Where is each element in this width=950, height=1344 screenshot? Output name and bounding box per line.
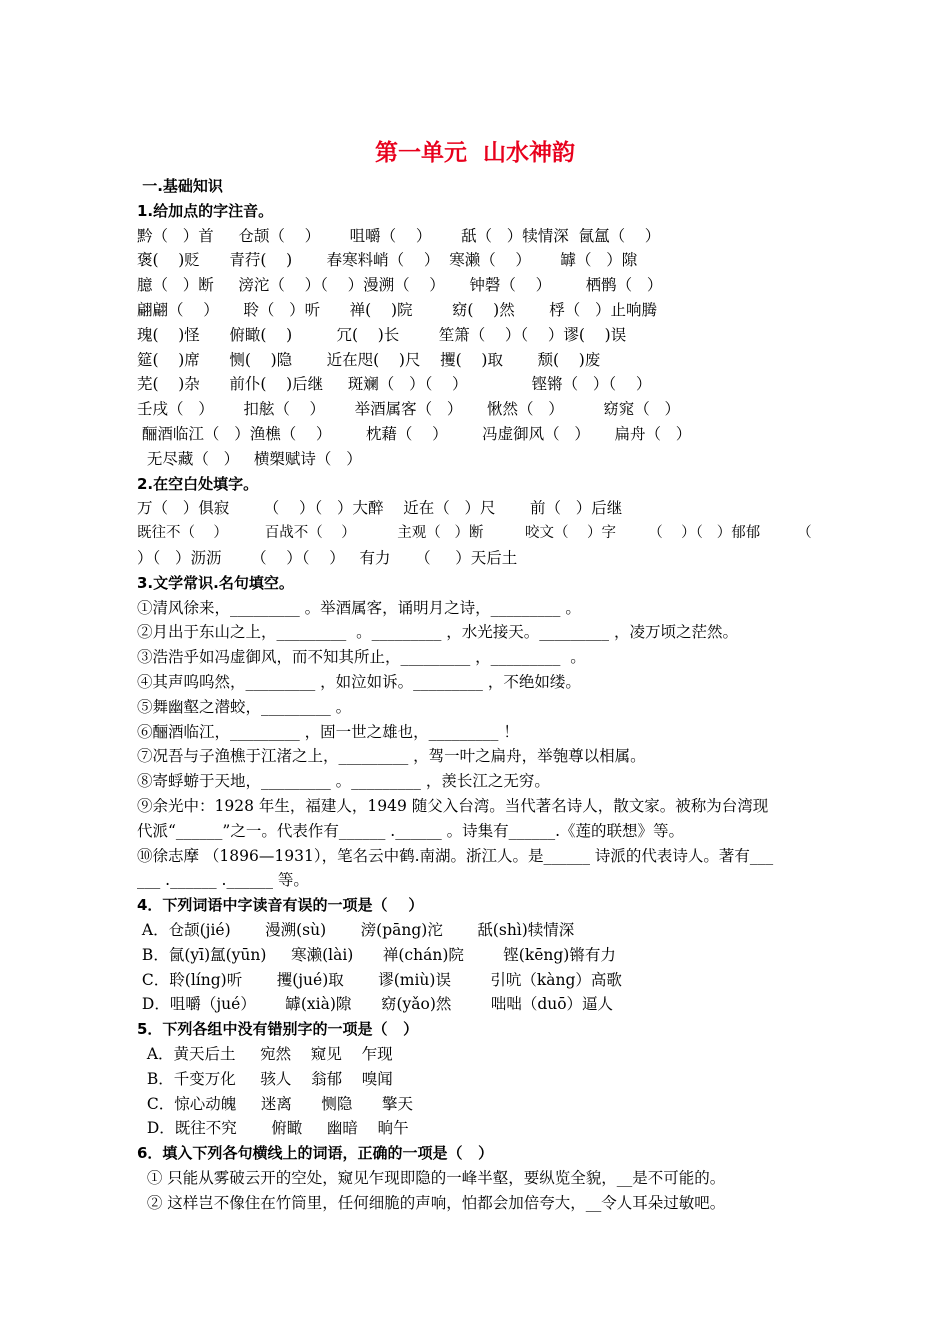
text-line: 万（ ）俱寂 （ ）（ ）大醉 近在（ ）尺 前（ ）后继 (137, 499, 623, 518)
text-line: D．咀嚼（jué） 罅(xià)隙 窈(yǎo)然 咄咄（duō）逼人 (137, 995, 614, 1014)
text-line: ）（ ）沥沥 （ ）（ ） 有力 （ ）天后土 (137, 549, 518, 567)
text-line: ⑥酾酒临江，_________ ，固一世之雄也，_________ ！ (137, 722, 519, 741)
section-heading: 1.给加点的字注音。 (137, 201, 274, 220)
text-line: ③浩浩乎如冯虚御风，而不知其所止，_________ ，_________ 。 (137, 648, 586, 667)
text-line: ① 只能从雾破云开的空处，窥见乍现即隐的一峰半壑，要纵览全貌，__是不可能的。 (137, 1169, 726, 1187)
section-heading: 6．填入下列各句横线上的词语，正确的一项是（ ） (137, 1144, 494, 1163)
text-line: C．聆(líng)听 攫(jué)取 谬(miù)误 引吭（kàng）高歌 (137, 970, 622, 989)
text-line: 瑰( )怪 俯瞰( ) 冗( )长 笙箫（ ）（ ）谬( )误 (137, 325, 627, 344)
text-line: 黔（ ）首 仓颉（ ） 咀嚼（ ） 舐（ ）犊情深 氤氲（ ） (137, 226, 661, 245)
text-line: B．氤(yī)氲(yūn) 寒濑(lài) 禅(chán)院 铿(kēng)锵有力 (137, 945, 616, 964)
text-line: ④其声呜呜然，_________ ，如泣如诉。_________ ，不绝如缕。 (137, 673, 581, 691)
text-line: 酾酒临江（ ）渔樵（ ） 枕藉（ ） 冯虚御风（ ） 扁舟（ ） (137, 425, 692, 443)
text-line: D．既往不究 俯瞰 幽暗 晌午 (137, 1119, 409, 1138)
text-line: ②月出于东山之上，_________ 。_________ ，水光接天。_________ ，凌万顷之茫然。 (137, 623, 738, 642)
text-line: ___ .______ .______ 等。 (137, 871, 309, 890)
text-line: C．惊心动魄 迷离 恻隐 擎天 (137, 1094, 413, 1113)
text-line: 翩翩（ ） 聆（ ）听 禅( )院 窈( )然 桴（ ）止响腾 (137, 301, 657, 319)
text-line: 臆（ ）断 滂沱（ ）（ ）漫溯（ ） 钟磬（ ） 栖鹘（ ） (137, 276, 663, 295)
text-line: ② 这样岂不像住在竹筒里，任何细脆的声响，怕都会加倍夸大，__令人耳朵过敏吧。 (137, 1193, 726, 1212)
text-line: ⑩徐志摩 （1896—1931），笔名云中鹤.南湖。浙江人。是______ 诗派的代表诗人。著有___ (137, 846, 774, 865)
page-title: 第一单元 山水神韵 (374, 140, 575, 166)
text-line: 芜( )杂 前仆( )后继 斑斓（ ）（ ） 铿锵（ ）（ ） (137, 375, 652, 394)
text-line: ⑨余光中：1928 年生，福建人，1949 随父入台湾。当代著名诗人，散文家。被称为台湾现 (137, 797, 769, 815)
text-line: 既往不（ ） 百战不（ ） 主观（ ）断 咬文（ ）字 （ ）（ ）郁郁 （ (137, 525, 812, 542)
section-heading: 4．下列词语中字读音有误的一项是（ ） (137, 896, 424, 915)
text-line: 无尽藏（ ） 横槊赋诗（ ） (137, 449, 362, 468)
text-line: 壬戌（ ） 扣舷（ ） 举酒属客（ ） 愀然（ ） 窈窕（ ） (137, 400, 681, 419)
text-line: ⑦况吾与子渔樵于江渚之上，_________ ，驾一叶之扁舟，举匏尊以相属。 (137, 747, 646, 766)
section-heading: 一.基础知识 (137, 177, 223, 195)
text-line: ⑧寄蜉蝣于天地，_________ 。_________ ，羡长江之无穷。 (137, 772, 550, 791)
section-heading: 3.文学常识.名句填空。 (137, 573, 294, 592)
text-line: B．千变万化 骇人 翁郁 嗅闻 (137, 1069, 393, 1088)
text-line: 代派“______”之一。代表作有______ .______ 。诗集有______.《莲的联想》等。 (137, 821, 685, 840)
text-line: A．仓颉(jié) 漫溯(sù) 滂(pāng)沱 舐(shì)犊情深 (137, 921, 575, 939)
text-line: 褒( )贬 青荇( ) 春寒料峭（ ） 寒濑（ ） 罅（ ）隙 (137, 251, 638, 270)
text-line: ①清风徐来，_________ 。举酒属客，诵明月之诗，_________ 。 (137, 598, 581, 617)
section-heading: 5．下列各组中没有错别字的一项是（ ） (137, 1020, 419, 1039)
text-line: A．黄天后土 宛然 窥见 乍现 (137, 1045, 393, 1063)
section-heading: 2.在空白处填字。 (137, 474, 259, 493)
text-line: 筵( )席 恻( )隐 近在咫( )尺 攫( )取 颓( )废 (137, 350, 601, 369)
text-line: ⑤舞幽壑之潜蛟，_________ 。 (137, 697, 352, 716)
